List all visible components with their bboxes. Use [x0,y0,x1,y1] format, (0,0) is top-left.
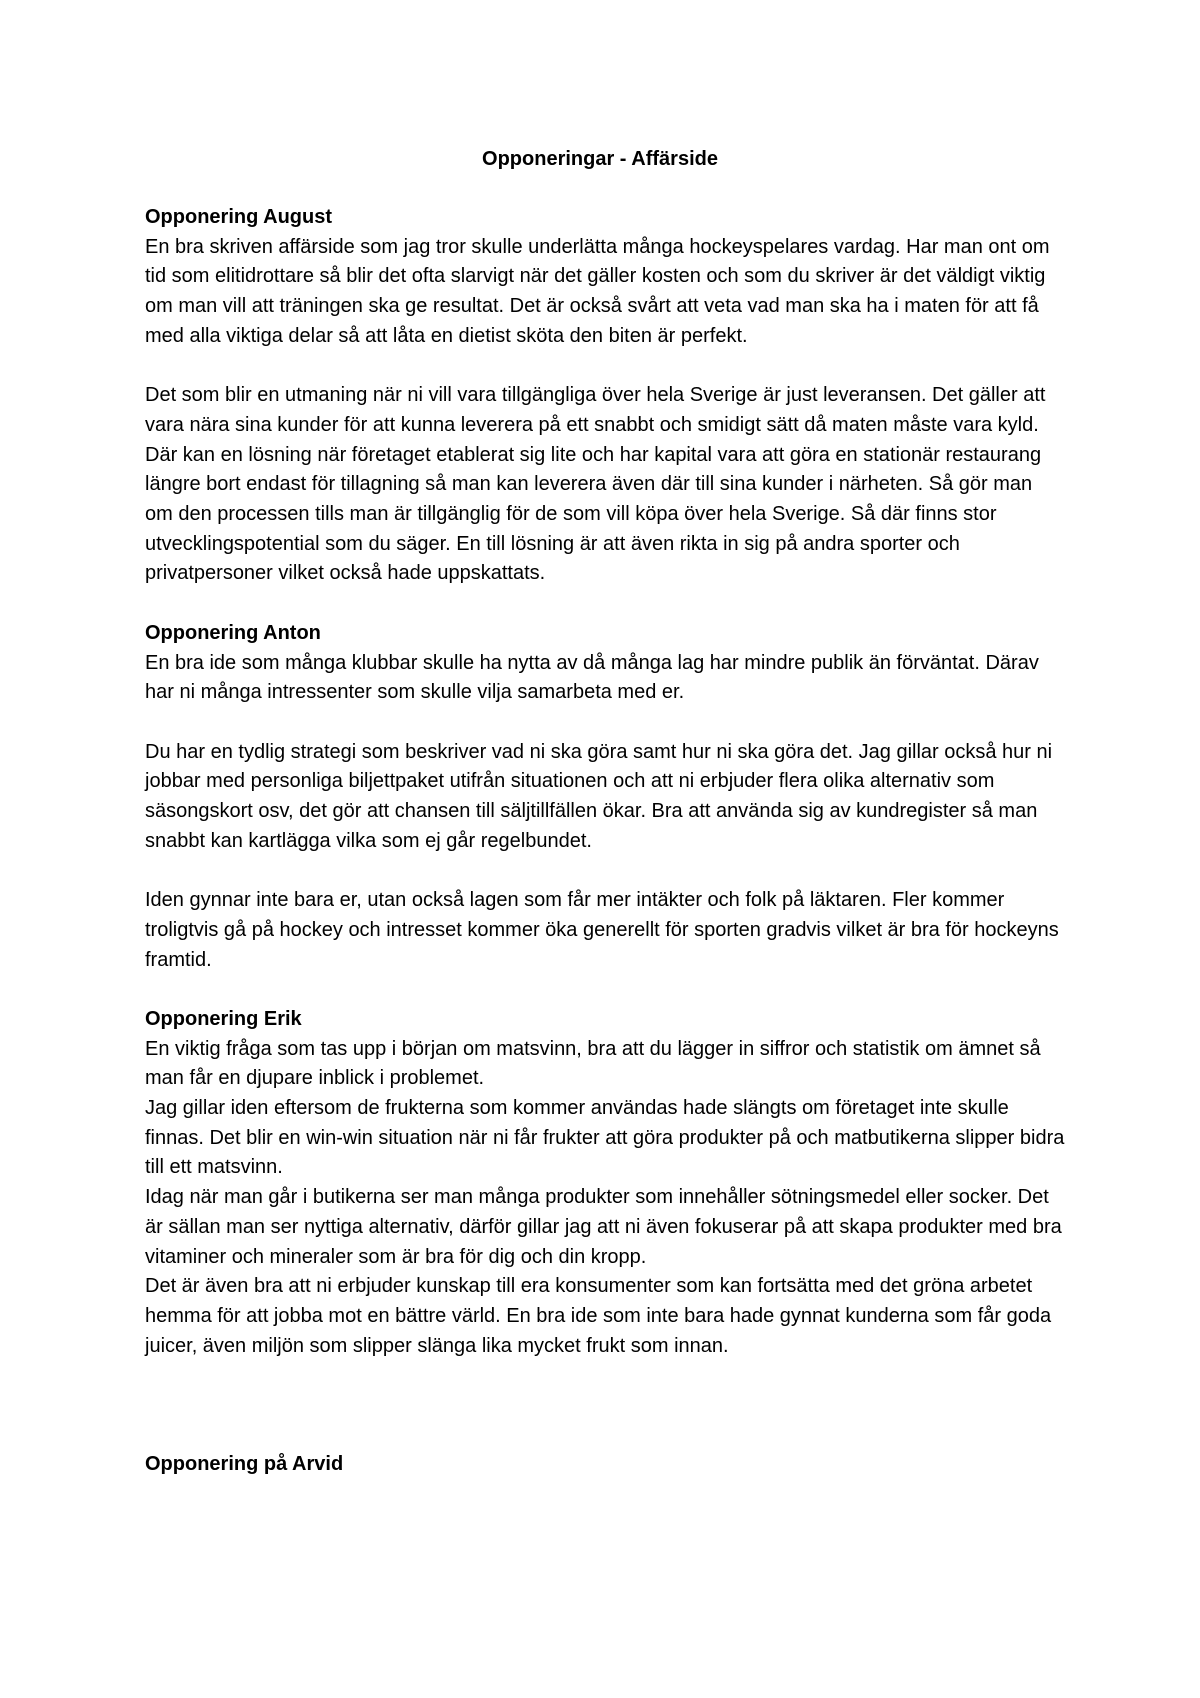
document-title: Opponeringar - Affärside [482,148,718,170]
document-body [145,203,1065,1480]
paragraph: Iden gynnar inte bara er, utan också lagen som får mer intäkter och folk på läktaren. Fler kommer troligtvis gå på hockey och intresset kommer öka generellt för sporten gradvis vilket är bra för hockeyns framtid. [145,889,1059,971]
section-opponering-august [145,203,1065,589]
paragraph: Idag när man går i butikerna ser man många produkter som innehåller sötningsmedel eller socker. Det är sällan man ser nyttiga alternativ, därför gillar jag att ni även fokuserar på att skapa produkter med bra vitaminer och mineraler som är bra för dig och din kropp. [145,1186,1062,1268]
section-heading: Opponering August [145,206,333,228]
paragraph: Det är även bra att ni erbjuder kunskap till era konsumenter som kan fortsätta med det gröna arbetet hemma för att jobba mot en bättre värld. En bra ide som inte bara hade gynnat kunderna som får goda juicer, även miljön som slipper slänga lika mycket frukt som innan. [145,1275,1052,1357]
section-heading: Opponering Erik [145,1007,302,1030]
section-heading: Opponering Anton [145,621,321,644]
section-opponering-arvid [145,1450,1065,1480]
section-opponering-erik [145,1005,1065,1361]
section-opponering-anton [145,619,1065,975]
section-heading: Opponering på Arvid [145,1453,344,1476]
paragraph: Du har en tydlig strategi som beskriver vad ni ska göra samt hur ni ska göra det. Jag gillar också hur ni jobbar med personliga biljettpaket utifrån situationen och att ni erbjuder flera olika alternativ som säsongskort osv, det gör att chansen till säljtillfällen ökar. Bra att använda sig av kundregister så man snabbt kan kartlägga vilka som ej går regelbundet. [145,740,1053,852]
paragraph: En bra ide som många klubbar skulle ha nytta av då många lag har mindre publik än förväntat. Därav har ni många intressenter som skulle vilja samarbeta med er. [145,651,1039,704]
paragraph: En viktig fråga som tas upp i början om matsvinn, bra att du lägger in siffror och statistik om ämnet så man får en djupare inblick i problemet. [145,1037,1041,1090]
paragraph: En bra skriven affärside som jag tror skulle underlätta många hockeyspelares vardag. Har man ont om tid som elitidrottare så blir det ofta slarvigt när det gäller kosten och som du skriver är det väldigt viktig om man vill att träningen ska ge resultat. Det är också svårt att veta vad man ska ha i maten för att få med alla viktiga delar så att låta en dietist sköta den biten är perfekt. [145,235,1050,347]
paragraph: Det som blir en utmaning när ni vill vara tillgängliga över hela Sverige är just leveransen. Det gäller att vara nära sina kunder för att kunna leverera på ett snabbt och smidigt sätt då maten måste vara kyld. Där kan en lösning när företaget etablerat sig lite och har kapital vara att göra en stationär restaurang längre bort endast för tillagning så man kan leverera även där till sina kunder i närheten. Så gör man om den processen tills man är tillgänglig för de som vill köpa över hela Sverige. Så där finns stor utvecklingspotential som du säger. En till lösning är att även rikta in sig på andra sporter och privatpersoner vilket också hade uppskattats. [145,384,1046,585]
paragraph: Jag gillar iden eftersom de frukterna som kommer användas hade slängts om företaget inte skulle finnas. Det blir en win-win situation när ni får frukter att göra produkter på och matbutikerna slipper bidra till ett matsvinn. [145,1097,1065,1179]
